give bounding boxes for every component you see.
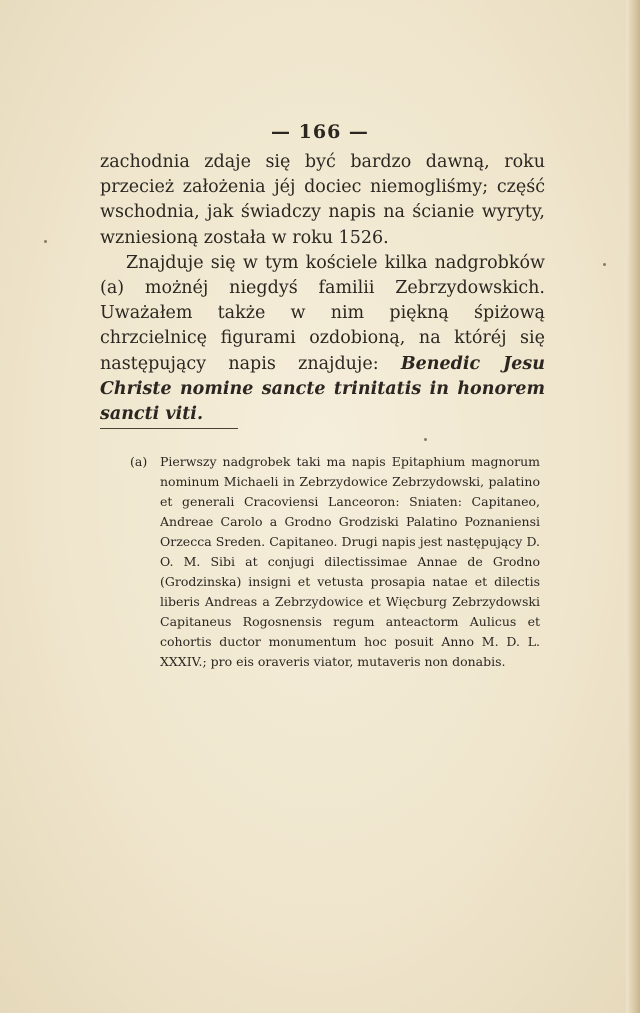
page-edge-shadow [626, 0, 640, 1013]
footnote [130, 452, 540, 672]
margin-speck [44, 240, 47, 243]
paragraph-1: zachodnia zdaje się być bardzo dawną, roku przecież założenia jéj dociec niemogliśmy; część wschodnia, jak świadczy napis na ścianie wyryty, wzniesioną została w roku 1526. [100, 152, 545, 248]
footnote-divider [100, 428, 238, 429]
paragraph-2 [100, 251, 545, 427]
footnote-text: Pierwszy nadgrobek taki ma napis Epitaphium magnorum nominum Michaeli in Zebrzydowice Zebrzydowski, palatino et generali Cracoviensi Lanceoron: Sniaten: Capitaneo, Andreae Carolo a Grodno Grodziski Palatino Poznaniensi Orzecca Sreden. Capitaneo. Drugi napis jest następujący D. O. M. Sibi at conjugi dilectissimae Annae de Grodno (Grodzinska) insigni et vetusta prosapia natae et dilectis liberis Andreas a Zebrzydowice et Więcburg Zebrzydowski Capitaneus Rogosnensis regum anteactorm Aulicus et cohortis ductor monumentum hoc posuit Anno M. D. L. XXXIV.; pro eis oraveris viator, mutaveris non donabis. [160, 454, 540, 669]
latin-inscription: Benedic Jesu Christe nomine sancte trinitatis in honorem sancti viti. [100, 353, 545, 425]
margin-speck [424, 438, 427, 441]
margin-speck [603, 263, 606, 266]
footnote-paragraph [130, 452, 540, 672]
paragraph-2-text: Znajduje się w tym kościele kilka nadgrobków (a) możnéj niegdyś familii Zebrzydowskich. Uważałem także w nim piękną śpiżową chrzcielnicę figurami ozdobioną, na któréj się następujący napis znajduje: [100, 252, 545, 374]
page-number: — 166 — [271, 121, 369, 143]
footnote-marker: (a) [130, 454, 148, 469]
main-text [100, 150, 545, 427]
